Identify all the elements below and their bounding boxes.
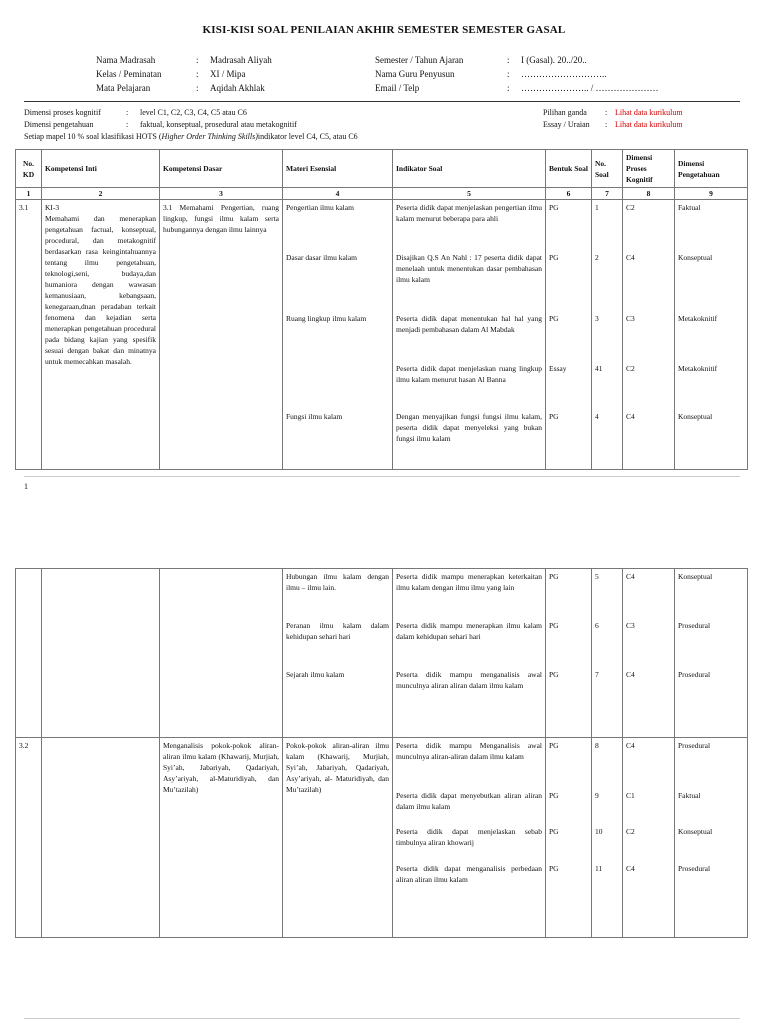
label-email: Email / Telp xyxy=(375,83,420,93)
header-rule xyxy=(24,101,740,102)
proses-column: C2 C4 C3 C2 C4 xyxy=(623,200,675,470)
no-soal-column: 5 6 7 xyxy=(592,569,623,738)
proses-column: C4 C3 C4 xyxy=(623,569,675,738)
indikator-column: Peserta didik dapat menjelaskan pengertian ilmu kalam menurut beberapa para ahli Disajikan Q.S An Nahl : 17 peserta didik dapat menelaah untuk menentukan dasar pembahasan ilmu kalam Peserta didik dapat menentukan hal hal yang menjadi pembahasan dalam Al Mabdak Peserta didik dapat menjelaskan ruang lingkup ilmu kalam menurut hasan Al Banna Dengan menyajikan fungsi fungsi ilmu kalam, peserta didik dapat menyeleksi yang bukan fungsi ilmu kalam xyxy=(393,200,546,470)
table-header-row: No. KD Kompetensi Inti Kompetensi Dasar Materi Esensial Indikator Soal Bentuk Soal No. Soal Dimensi Proses Kognitif Dimensi Pengetahuan xyxy=(16,150,748,188)
table-row xyxy=(16,569,748,738)
table-row: 3.1 KI-3 Memahami dan menerapkan pengetahuan factual, konseptual, procedural, dan metakognitif berdasarkan rasa keingintahuannya tentang ilmu pengetahuan, teknologi,seni, budaya,dan humaniora dengan wawasan kemanusiaan, kebangsaan, kenegaraan,dnan peradaban terkait fenomena dan kejadian serta menerapkan pengetahuan procedural pada bidang kajian yang spesifik sesuai dengan bakat dan minatnya untuk memecahkan masalah. 3.1 Memahami Pengertian, ruang lingkup, fungsi ilmu kalam serta hubungannya dengan ilmu lainnya Pengertian ilmu kalam Dasar dasar ilmu kalam Ruang lingkup ilmu kalam Fungsi ilmu kalam Peserta didik dapat menjelaskan pengertian ilmu kalam menurut beberapa para ahli Disajikan Q.S An Nahl : 17 peserta didik dapat menelaah untuk menentukan dasar pembahasan ilmu kalam Peserta didik dapat menentukan hal hal yang menjadi pembahasan dalam Al Mabdak Peserta didik dapat menjelaskan ruang lingkup ilmu kalam menurut hasan Al Banna Dengan menyajikan fungsi fungsi ilmu kalam, peserta didik dapat menyeleksi yang bukan fungsi ilmu kalam PG PG PG Essay PG 1 2 3 41 4 C2 C4 C3 C2 C4 Faktual Konseptual Metakoknitif Metakoknitif Konseptual xyxy=(16,200,748,470)
value-madrasah: Madrasah Aliyah xyxy=(210,55,272,65)
label-semester: Semester / Tahun Ajaran xyxy=(375,55,464,65)
label-kelas: Kelas / Peminatan xyxy=(96,69,162,79)
kompetensi-inti: KI-3 Memahami dan menerapkan pengetahuan factual, konseptual, procedural, dan metakognitif berdasarkan rasa keingintahuannya tentang ilmu pengetahuan, teknologi,seni, budaya,dan humaniora dengan wawasan kemanusiaan, kebangsaan, kenegaraan,dnan peradaban terkait fenomena dan kejadian serta menerapkan pengetahuan procedural pada bidang kajian yang spesifik sesuai dengan bakat dan minatnya untuk memecahkan masalah. xyxy=(42,200,160,470)
header-left: Nama Madrasah : Madrasah Aliyah Kelas / Peminatan : XI / Mipa Mata Pelajaran : Aqidah Akhlak xyxy=(96,55,272,93)
page-divider-bottom xyxy=(24,1018,740,1019)
no-soal-column: 1 2 3 41 4 xyxy=(592,200,623,470)
kisi-kisi-table-page1 xyxy=(15,149,748,470)
column-number-row: 1 2 3 4 5 6 7 8 9 xyxy=(16,188,748,200)
kompetensi-dasar: Menganalisis pokok-pokok aliran-aliran ilmu kalam (Khawarij, Murjiah, Syi’ah, Jabariyah, Qadariyah, Asy’ariyah, al-Maturidiyah, dan Mu’tazilah) xyxy=(160,738,283,938)
pengetahuan-column: Faktual Konseptual Metakoknitif Metakoknitif Konseptual xyxy=(675,200,748,470)
label-mapel: Mata Pelajaran xyxy=(96,83,151,93)
page-divider xyxy=(24,476,740,477)
document-title: KISI-KISI SOAL PENILAIAN AKHIR SEMESTER SEMESTER GASAL xyxy=(202,24,566,36)
hots-note: Setiap mapel 10 % soal klasifikasi HOTS ( Higher Order Thinking Skills) indikator level C4, C5, atau C6 xyxy=(24,132,358,141)
kompetensi-dasar: 3.1 Memahami Pengertian, ruang lingkup, fungsi ilmu kalam serta hubungannya dengan ilmu lainnya xyxy=(160,200,283,470)
bentuk-column: PG PG PG Essay PG xyxy=(546,200,592,470)
value-email: ………………….. / ………………… xyxy=(521,83,659,93)
pengetahuan-column: Prosedural Faktual Konseptual Prosedural xyxy=(675,738,748,938)
label-madrasah: Nama Madrasah xyxy=(96,55,156,65)
proses-column: C4 C1 C2 C4 xyxy=(623,738,675,938)
indikator-column: Peserta didik mampu Menganalisis awal munculnya aliran-aliran dalam ilmu kalam Peserta didik dapat menyebutkan aliran aliran dalam ilmu kalam Peserta didik dapat menjelaskan sebab timbulnya aliran khowarij Peserta didik dapat menganalisis perbedaan aliran aliran ilmu kalam xyxy=(393,738,546,938)
value-semester: I (Gasal). 20../20.. xyxy=(521,55,587,65)
materi-column: Pengertian ilmu kalam Dasar dasar ilmu kalam Ruang lingkup ilmu kalam Fungsi ilmu kalam xyxy=(283,200,393,470)
materi-column: Hubungan ilmu kalam dengan ilmu – ilmu lain. Peranan ilmu kalam dalam kehidupan sehari hari Sejarah ilmu kalam xyxy=(283,569,393,738)
bentuk-column: PG PG PG xyxy=(546,569,592,738)
pengetahuan-column: Konseptual Prosedural Prosedural xyxy=(675,569,748,738)
table-row: 3.2 Menganalisis pokok-pokok aliran-aliran ilmu kalam (Khawarij, Murjiah, Syi’ah, Jabariyah, Qadariyah, Asy’ariyah, al-Maturidiyah, dan Mu’tazilah) Pokok-pokok aliran-aliran ilmu kalam (Khawarij, Murjiah, Syi’ah, Jabariyah, Qadariyah, Asy’ariyah, al- Maturidiyah, dan Mu’tazilah) Peserta didik mampu Menganalisis awal munculnya aliran-aliran dalam ilmu kalam Peserta didik dapat menyebutkan aliran aliran dalam ilmu kalam Peserta didik dapat menjelaskan sebab timbulnya aliran khowarij Peserta didik dapat menganalisis perbedaan aliran aliran ilmu kalam PG PG PG PG 8 9 10 11 C4 C1 C2 C4 Prosedural Faktual Konseptual Prosedural xyxy=(16,738,748,938)
value-kelas: XI / Mipa xyxy=(210,69,246,79)
question-type-notes: Pilihan ganda : Lihat data kurikulum Essay / Uraian : Lihat data kurikulum xyxy=(543,108,683,129)
indikator-column: Peserta didik mampu menerapkan keterkaitan ilmu kalam dengan ilmu ilmu yang lain Peserta didik mampu menerapkan ilmu kalam dalam kehidupan sehari hari Peserta didik mampu menganalisis awal munculnya aliran aliran dalam ilmu kalam xyxy=(393,569,546,738)
value-guru: ……………………….. xyxy=(521,69,607,79)
kisi-kisi-table-page2 xyxy=(15,568,748,938)
no-soal-column: 8 9 10 11 xyxy=(592,738,623,938)
bentuk-column: PG PG PG PG xyxy=(546,738,592,938)
dimension-notes: Dimensi proses kognitif : level C1, C2, C3, C4, C5 atau C6 Dimensi pengetahuan : faktual, konseptual, prosedural atau metakognitif Setiap mapel 10 % soal klasifikasi HOTS ( Higher Order Thinking Skills) indikator level C4, C5, atau C6 xyxy=(24,108,358,141)
page-number: 1 xyxy=(24,482,28,491)
value-mapel: Aqidah Akhlak xyxy=(210,83,265,93)
header-right: Semester / Tahun Ajaran : I (Gasal). 20../20.. Nama Guru Penyusun : ……………………….. Email / Telp : ………………….. / ………………… xyxy=(375,55,659,93)
label-guru: Nama Guru Penyusun xyxy=(375,69,455,79)
materi-column: Pokok-pokok aliran-aliran ilmu kalam (Khawarij, Murjiah, Syi’ah, Jabariyah, Qadariyah, Asy’ariyah, al- Maturidiyah, dan Mu’tazilah) xyxy=(283,738,393,938)
